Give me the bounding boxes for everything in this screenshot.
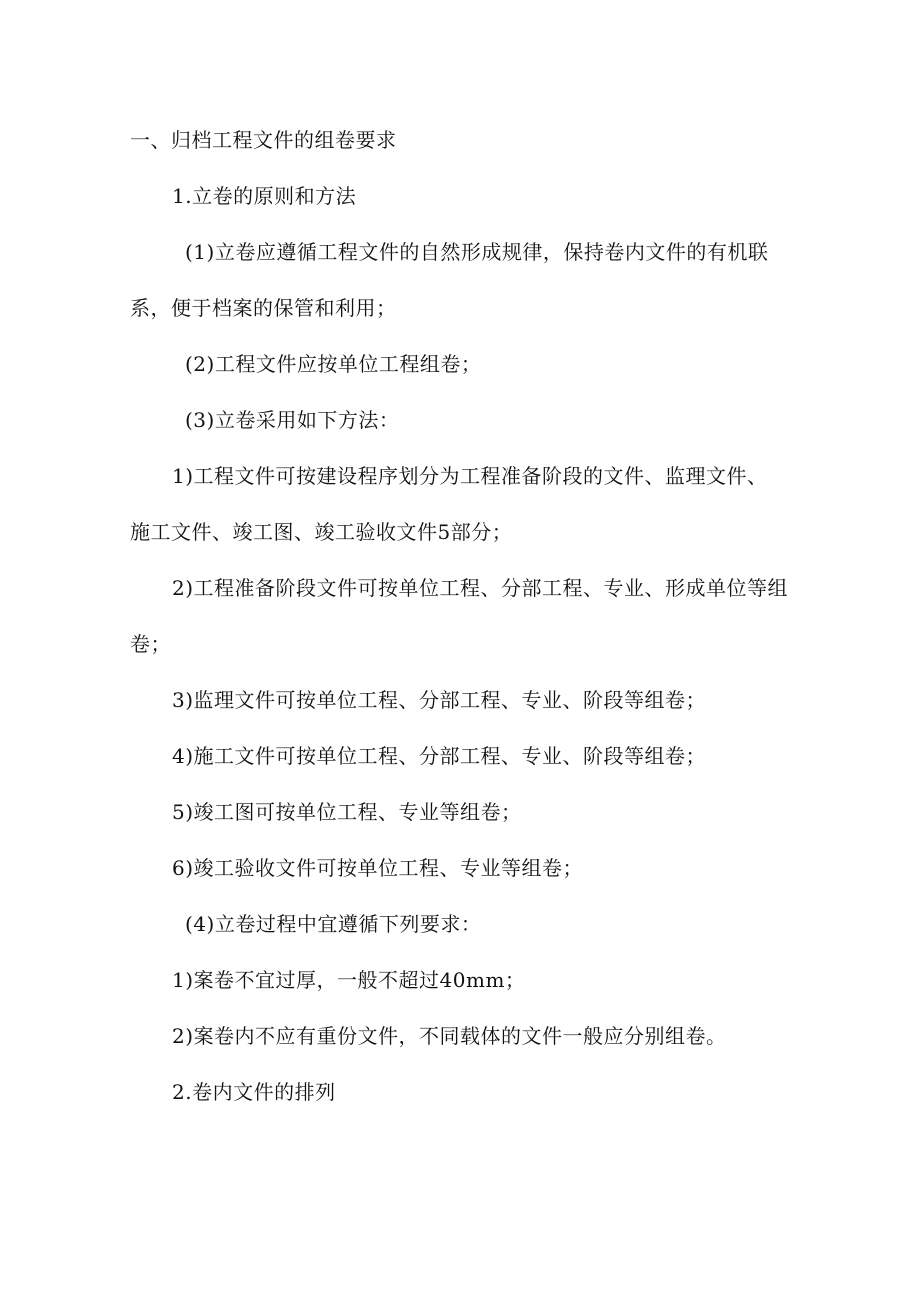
subsection-heading: 1.立卷的原则和方法 bbox=[172, 184, 357, 208]
list-item: 6)竣工验收文件可按单位工程、专业等组卷； bbox=[172, 856, 584, 880]
paragraph-line: 系，便于档案的保管和利用； bbox=[130, 296, 397, 320]
paragraph-line: (4)立卷过程中宜遵循下列要求： bbox=[185, 912, 482, 936]
paragraph-line: (1)立卷应遵循工程文件的自然形成规律，保持卷内文件的有机联 bbox=[185, 240, 769, 264]
list-item: 3)监理文件可按单位工程、分部工程、专业、阶段等组卷； bbox=[172, 688, 707, 712]
list-item-continuation: 施工文件、竣工图、竣工验收文件5部分； bbox=[130, 520, 513, 544]
paragraph-line: (2)工程文件应按单位工程组卷； bbox=[185, 352, 482, 376]
list-item: 4)施工文件可按单位工程、分部工程、专业、阶段等组卷； bbox=[172, 744, 707, 768]
subsection-heading: 2.卷内文件的排列 bbox=[172, 1080, 336, 1104]
list-item: 1)案卷不宜过厚，一般不超过40mm； bbox=[172, 968, 526, 992]
paragraph-line: (3)立卷采用如下方法： bbox=[185, 408, 400, 432]
list-item: 2)工程准备阶段文件可按单位工程、分部工程、专业、形成单位等组 bbox=[172, 576, 789, 600]
list-item: 5)竣工图可按单位工程、专业等组卷； bbox=[172, 800, 522, 824]
list-item-continuation: 卷； bbox=[130, 632, 171, 656]
section-heading: 一、归档工程文件的组卷要求 bbox=[130, 128, 397, 152]
list-item: 1)工程文件可按建设程序划分为工程准备阶段的文件、监理文件、 bbox=[172, 464, 768, 488]
list-item: 2)案卷内不应有重份文件，不同载体的文件一般应分别组卷。 bbox=[172, 1024, 727, 1048]
